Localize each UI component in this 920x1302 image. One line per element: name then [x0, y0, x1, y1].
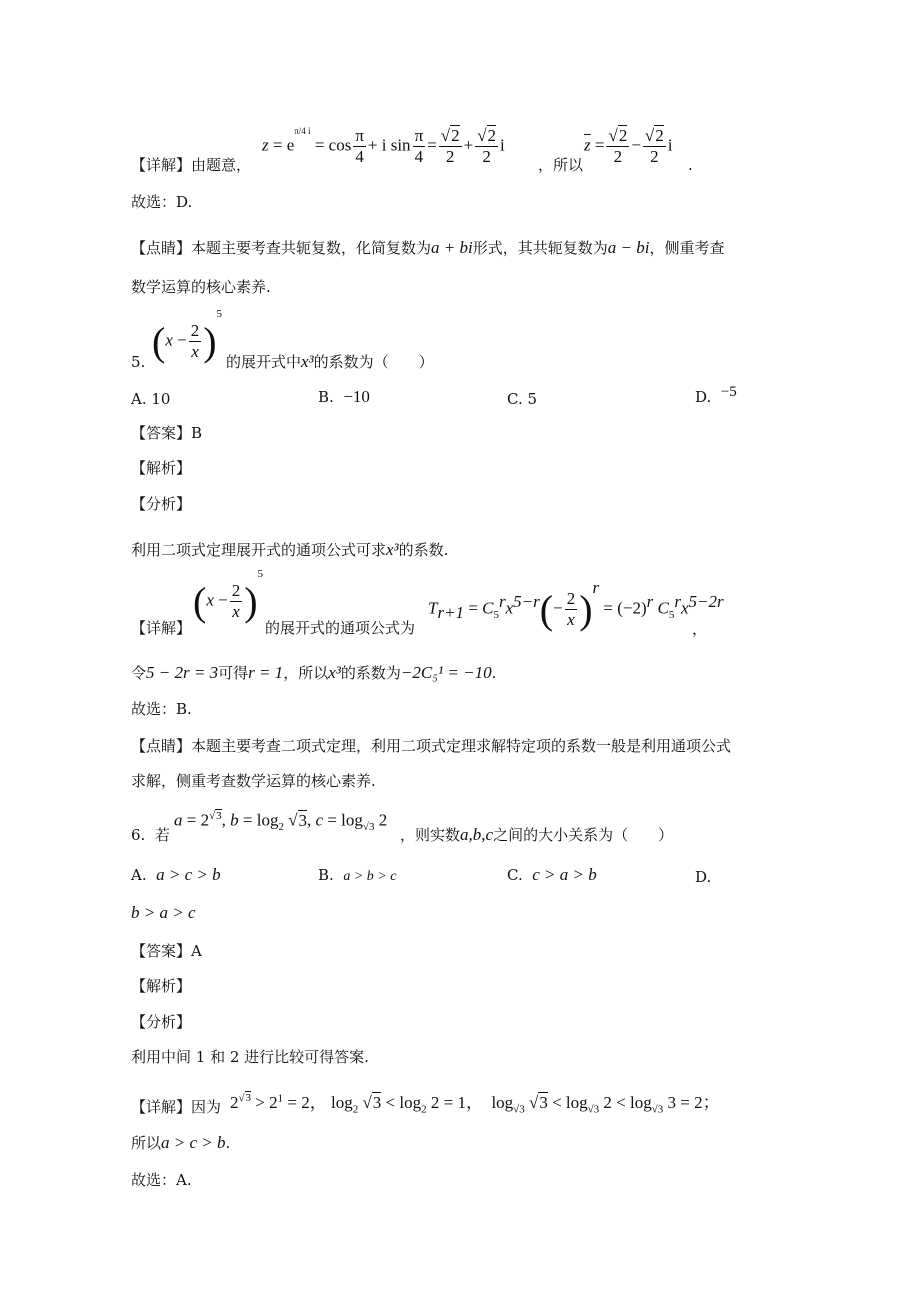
q5-choose: 故选：B. [131, 700, 192, 718]
q5-stem-end: 的系数为（ ） [313, 353, 434, 371]
q4-zbar-formula: $\overline{z}$ = $\frac{√2}{2}$ − $\frac{√2}{2}$ i [584, 126, 673, 166]
q6-number: 6. [131, 826, 146, 844]
q4-z-formula: $z = e^{\pi/4 i} = \cos$ $\frac{\pi}{4}$ + i sin $\frac{\pi}{4}$ = $\frac{√2}{2}$ + $\frac{√2}{2}$ i [262, 125, 505, 166]
q6-method: 利用中间 1 和 2 进行比较可得答案. [131, 1048, 369, 1066]
q5-stem-line [226, 351, 434, 373]
q5-detail-comma: ， [692, 620, 708, 638]
q5-option-b[interactable] [318, 386, 370, 408]
q5-method-b: 的系数. [398, 541, 449, 559]
q4-detail-label: 【详解】由题意， [131, 156, 252, 174]
q6-option-b-value: a > b > c [343, 869, 397, 884]
q5-so: ，所以 [283, 664, 329, 682]
q6-definitions: $a = 2^{√3}$, $b = \log_2 √3$, $c = \log_{√3} 2$ [174, 810, 388, 834]
q4-comment-1b: 形式，其共轭复数为 [472, 239, 608, 257]
q6-so-line: 所以a > c > b. [131, 1133, 231, 1152]
q6-option-d-value[interactable] [131, 902, 196, 924]
q4-comment-label: 【点睛】 [131, 239, 192, 257]
q5-comment-label: 【点睛】 [131, 737, 192, 755]
q6-detail-line [131, 1096, 221, 1118]
q6-answer: 【答案】A [131, 942, 202, 960]
q6-option-d-expr: b > a > c [131, 903, 196, 922]
q6-option-c[interactable] [507, 864, 597, 886]
q5-method-line [131, 539, 448, 561]
q5-comment-1: 本题主要考查二项式定理，利用二项式定理求解特定项的系数一般是利用通项公式 [191, 737, 732, 755]
q4-so: ，所以 [538, 156, 584, 174]
q4-end-dot: . [688, 156, 693, 174]
q5-fenxi: 【分析】 [131, 495, 192, 513]
q5-stem: 的展开式中 [226, 353, 302, 371]
q4-detail-line [131, 154, 251, 176]
q4-comment-1a: 本题主要考查共轭复数，化简复数为 [191, 239, 432, 257]
q6-option-a-value: a > c > b [156, 865, 221, 884]
q6-option-c-value: c > a > b [532, 865, 597, 884]
q5-option-d[interactable] [695, 386, 737, 409]
q5-detail-binomial: (x − $\frac{2}{x}$ )$^5$ [193, 567, 264, 624]
q5-option-a-value: 10 [151, 390, 171, 408]
q5-answer: 【答案】B [131, 424, 203, 442]
q6-stem-line [131, 824, 170, 846]
q5-option-c[interactable] [507, 388, 537, 410]
q5-number: 5. [131, 353, 146, 371]
q6-abc: a,b,c [460, 825, 494, 844]
q6-stem-end: 之间的大小关系为（ ） [493, 826, 674, 844]
q4-a-bi: a + bi [431, 238, 473, 257]
q6-detail-label: 【详解】因为 [131, 1098, 222, 1116]
q6-fenxi: 【分析】 [131, 1013, 192, 1031]
q5-option-b-label: B. [318, 388, 334, 406]
q5-option-d-label: D. [695, 388, 712, 406]
q6-option-d-label[interactable]: D. [695, 868, 712, 886]
q5-option-d-value: −5 [720, 384, 737, 400]
q6-stem-mid: ，则实数 [400, 826, 461, 844]
q6-option-b-label: B. [318, 866, 334, 884]
q5-x3-b: x³ [328, 663, 341, 682]
q4-choose: 故选：D. [131, 193, 193, 211]
q5-option-a[interactable] [131, 388, 170, 410]
q5-let: 令 [131, 664, 147, 682]
q4-comment-line2: 数学运算的核心素养. [131, 278, 271, 296]
q6-ruo: 若 [154, 826, 170, 844]
q5-eq1: 5 − 2r = 3 [146, 663, 219, 682]
q5-general-term: $T_{r+1} = C_5^rx^{5-r}(-$ $\frac{2}{x}$ )$^r = (-2)^r$ $C_5^rx^{5-2r}$ [428, 577, 724, 632]
q6-detail-formulas: $2^{√3} > 2^1 = 2$， $\log_2 √3 < \log_2 2 = 1$， $\log_{√3} √3 < \log_{√3} 2 < \log_{√3} 3 = 2$； [230, 1092, 720, 1116]
q6-analysis: 【解析】 [131, 977, 192, 995]
q5-option-c-label: C. [507, 390, 523, 408]
q5-option-b-value: −10 [343, 387, 370, 406]
q5-comment-line2: 求解，侧重考查数学运算的核心素养. [131, 772, 376, 790]
q5-coef-is: 的系数为 [340, 664, 401, 682]
q5-analysis: 【解析】 [131, 459, 192, 477]
q5-option-c-value: 5 [527, 390, 538, 408]
q5-can: 可得 [218, 664, 249, 682]
q6-stem-rest [400, 824, 673, 846]
q4-comment-line1 [131, 237, 724, 259]
q5-comment-line1 [131, 735, 731, 757]
q5-x3: x³ [301, 352, 314, 371]
q6-option-a[interactable] [131, 864, 221, 886]
q5-method-a: 利用二项式定理展开式的通项公式可求 [131, 541, 387, 559]
q5-eq3: −2C₅¹ = −10 [400, 663, 492, 682]
q6-option-b[interactable] [318, 864, 396, 888]
q5-detail-mid: 的展开式的通项公式为 [265, 619, 416, 637]
q6-so-expr: a > c > b [161, 1133, 226, 1152]
q5-detail-label: 【详解】 [131, 619, 192, 637]
q5-let-line: 令5 − 2r = 3可得r = 1，所以x³的系数为−2C₅¹ = −10. [131, 663, 497, 682]
q6-so-label: 所以 [131, 1134, 162, 1152]
q5-eq2: r = 1 [248, 663, 284, 682]
q5-binomial-expr: (x − $\frac{2}{x}$ )$^5$ [152, 307, 223, 364]
q6-choose: 故选：A. [131, 1171, 192, 1189]
q4-a-minus-bi: a − bi [607, 238, 650, 257]
q6-option-c-label: C. [507, 866, 523, 884]
q4-comment-1c: ，侧重考查 [649, 239, 725, 257]
q5-method-x3: x³ [386, 540, 399, 559]
q6-option-a-label: A. [131, 866, 147, 884]
q5-option-a-label: A. [131, 390, 147, 408]
